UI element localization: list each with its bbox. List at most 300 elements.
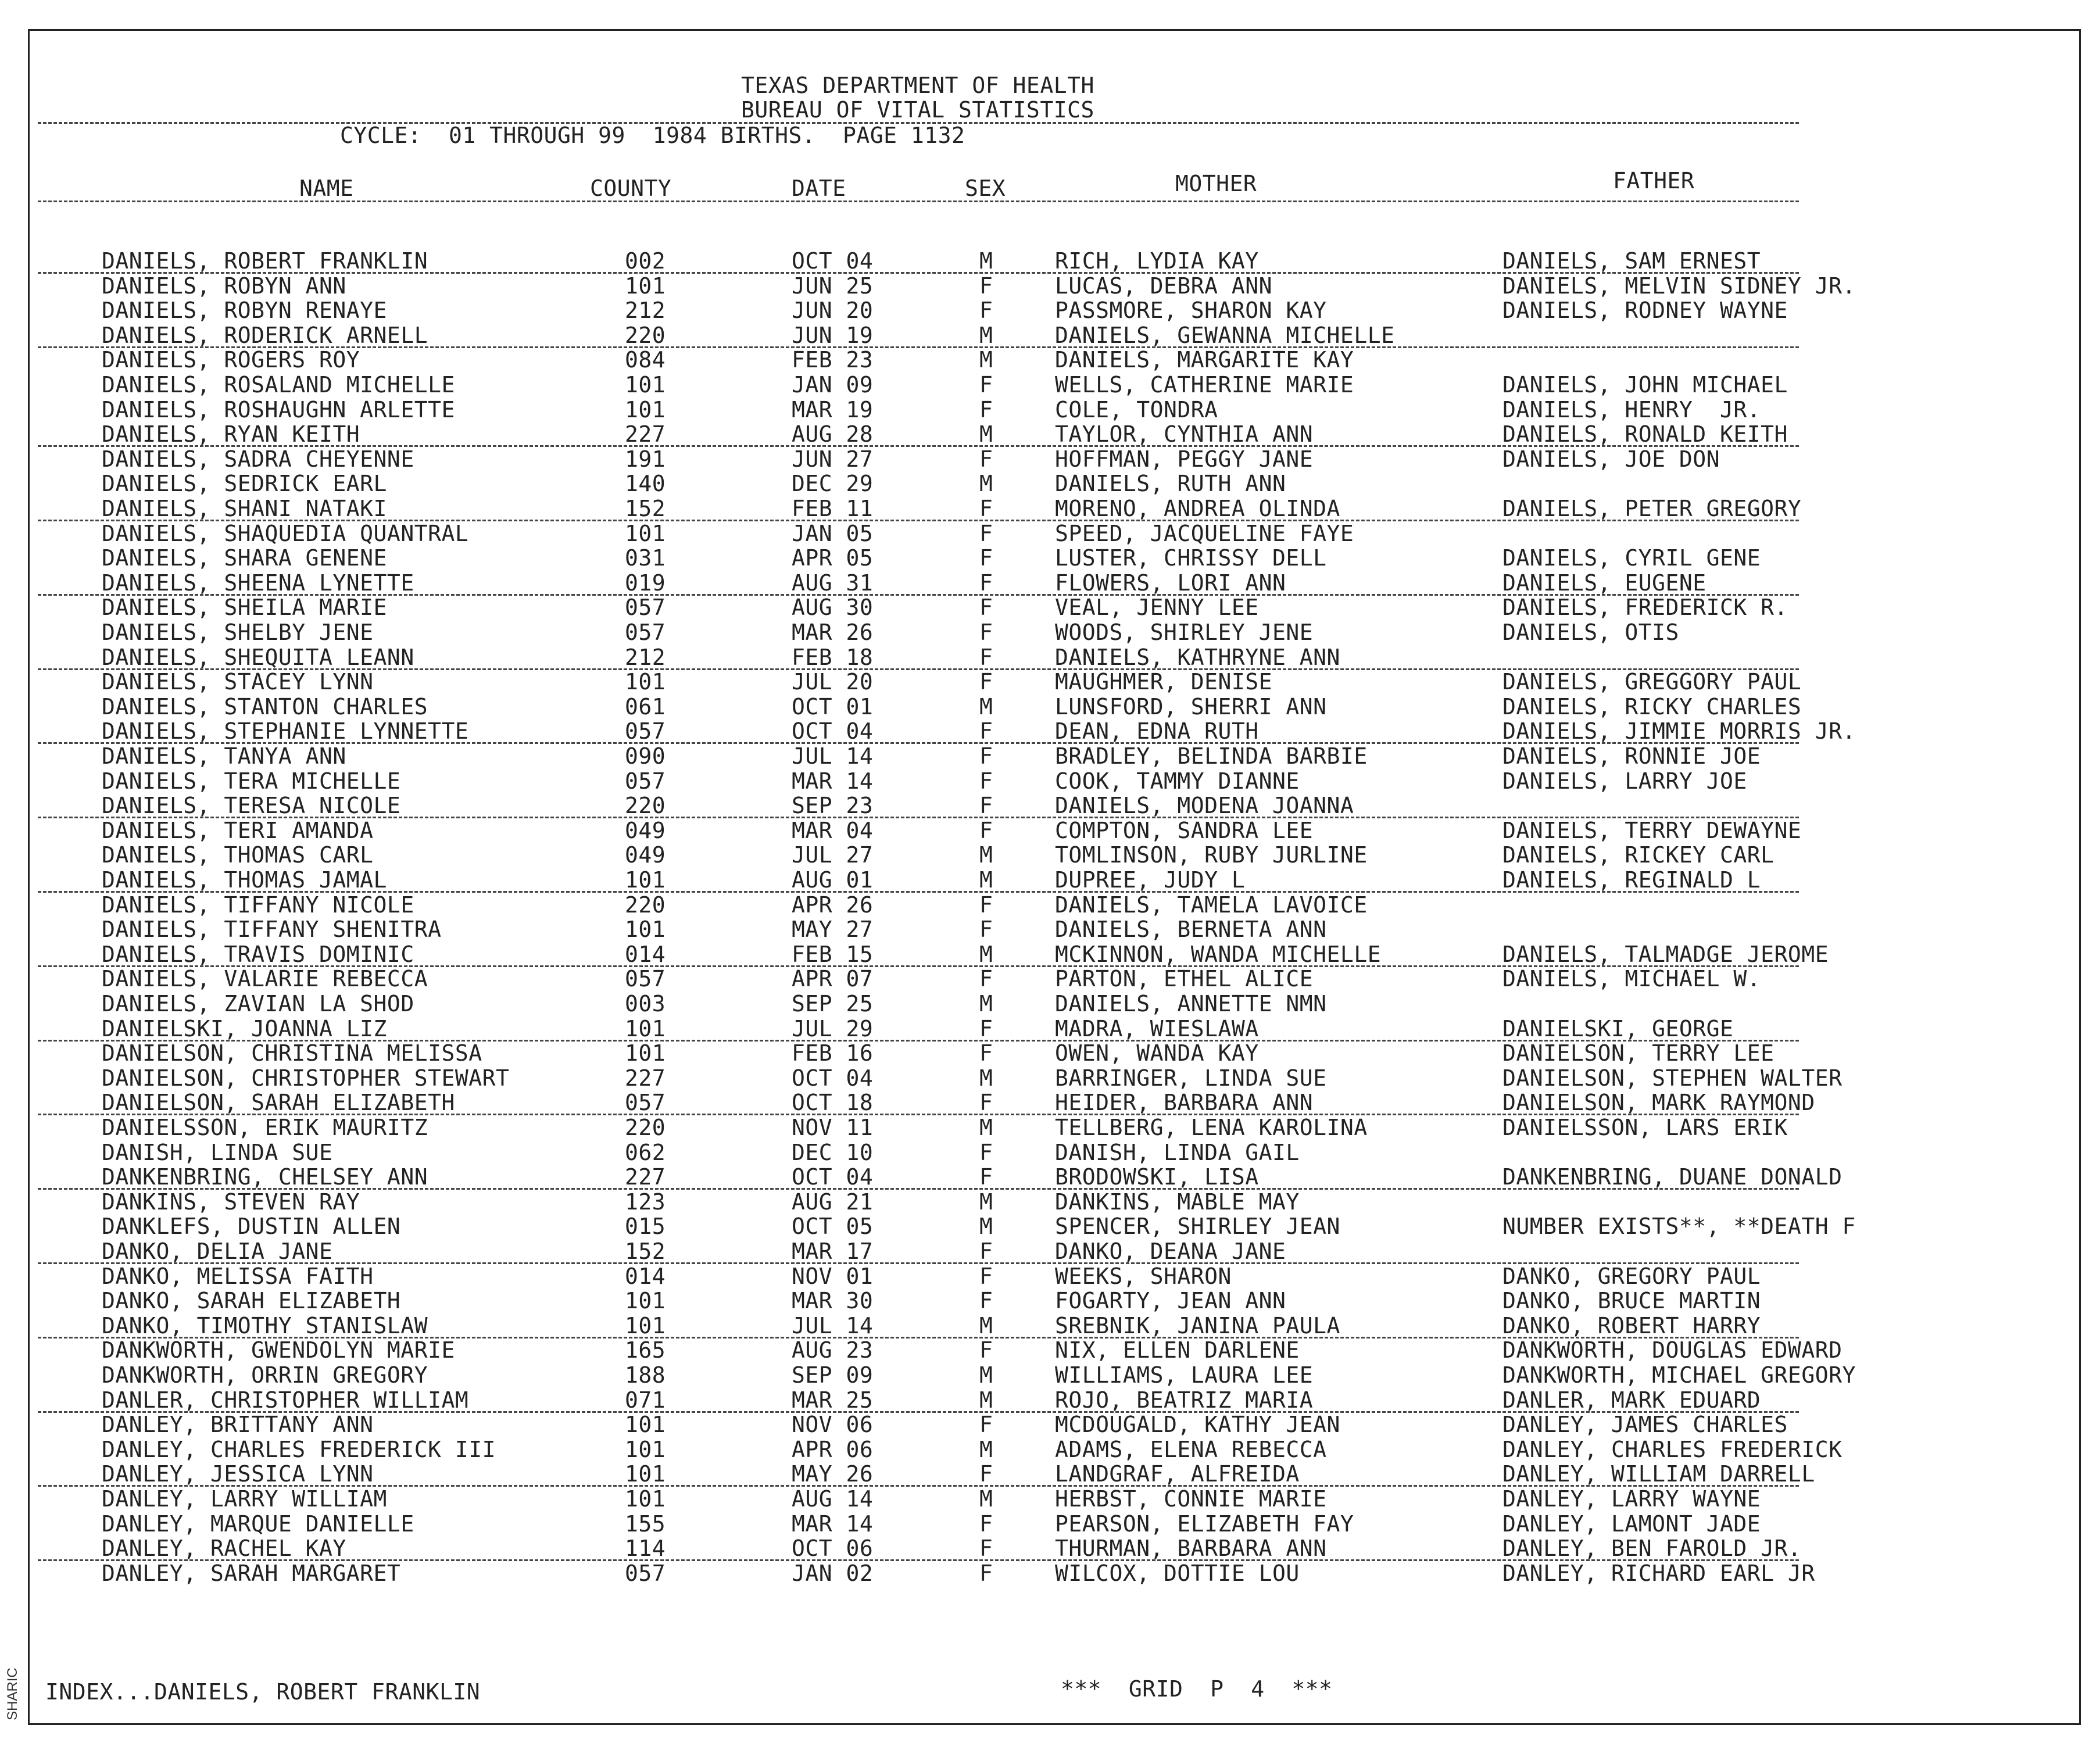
record-father: DANIELS, RICKY CHARLES	[1502, 693, 1802, 720]
record-mother: PARTON, ETHEL ALICE	[1055, 966, 1314, 992]
record-sex: M	[979, 941, 993, 967]
record-county: 101	[625, 917, 666, 943]
record-father: DANKENBRING, DUANE DONALD	[1502, 1164, 1843, 1190]
record-county: 220	[625, 892, 666, 918]
record-name: DANIELS, TERA MICHELLE	[102, 768, 401, 794]
table-row	[0, 1413, 2100, 1439]
record-mother: TELLBERG, LENA KAROLINA	[1055, 1115, 1368, 1140]
table-row	[0, 1562, 2100, 1588]
record-mother: SPENCER, SHIRLEY JEAN	[1055, 1214, 1340, 1240]
record-date: MAR 30	[792, 1288, 874, 1314]
record-name: DANIELS, STANTON CHARLES	[102, 693, 428, 720]
record-mother: HOFFMAN, PEGGY JANE	[1055, 446, 1314, 472]
table-row	[0, 1513, 2100, 1538]
record-date: DEC 29	[792, 471, 874, 497]
record-date: JUN 25	[792, 273, 874, 299]
record-name: DANKENBRING, CHELSEY ANN	[102, 1164, 428, 1190]
record-name: DANIELS, STACEY LYNN	[102, 669, 374, 695]
record-name: DANLEY, LARRY WILLIAM	[102, 1486, 387, 1512]
record-date: FEB 16	[792, 1040, 874, 1066]
table-row	[0, 918, 2100, 944]
record-county: 101	[625, 1436, 666, 1462]
record-county: 101	[625, 1412, 666, 1438]
record-county: 101	[625, 1461, 666, 1487]
record-mother: TAYLOR, CYNTHIA ANN	[1055, 421, 1314, 448]
record-father: DANIELS, TALMADGE JEROME	[1502, 941, 1829, 967]
record-sex: F	[979, 520, 993, 546]
column-header-county: COUNTY	[590, 176, 672, 201]
record-name: DANKO, SARAH ELIZABETH	[102, 1288, 401, 1314]
record-name: DANIELS, ROBYN RENAYE	[102, 298, 387, 324]
record-mother: SPEED, JACQUELINE FAYE	[1055, 520, 1354, 546]
record-mother: LUSTER, CHRISSY DELL	[1055, 545, 1327, 571]
record-date: SEP 25	[792, 991, 874, 1017]
record-sex: F	[979, 1239, 993, 1264]
record-date: JAN 09	[792, 372, 874, 398]
record-mother: MORENO, ANDREA OLINDA	[1055, 496, 1340, 521]
record-name: DANIELSON, CHRISTOPHER STEWART	[102, 1065, 510, 1091]
record-father: DANIELS, JIMMIE MORRIS JR.	[1502, 718, 1856, 745]
table-row	[0, 299, 2100, 325]
side-stamp: SHARIC	[5, 1667, 20, 1720]
record-father: DANKWORTH, DOUGLAS EDWARD	[1502, 1337, 1843, 1363]
record-sex: F	[979, 1288, 993, 1314]
record-sex: F	[979, 1164, 993, 1190]
record-county: 014	[625, 1263, 666, 1289]
record-sex: F	[979, 1461, 993, 1487]
column-header-father: FATHER	[1613, 168, 1695, 194]
record-father: DANKWORTH, MICHAEL GREGORY	[1502, 1362, 1856, 1388]
record-father: DANIELS, LARRY JOE	[1502, 768, 1747, 794]
record-name: DANIELSON, CHRISTINA MELISSA	[102, 1040, 482, 1066]
record-mother: DUPREE, JUDY L	[1055, 867, 1246, 893]
record-father: DANIELS, JOHN MICHAEL	[1502, 372, 1788, 398]
record-mother: WEEKS, SHARON	[1055, 1263, 1232, 1289]
record-county: 057	[625, 1090, 666, 1116]
record-sex: M	[979, 347, 993, 373]
record-mother: WOODS, SHIRLEY JENE	[1055, 620, 1314, 645]
record-name: DANLEY, JESSICA LYNN	[102, 1461, 374, 1487]
record-name: DANIELS, THOMAS JAMAL	[102, 867, 387, 893]
record-father: DANIELS, RONNIE JOE	[1502, 743, 1761, 769]
record-county: 114	[625, 1536, 666, 1562]
record-county: 062	[625, 1139, 666, 1165]
record-sex: F	[979, 545, 993, 571]
table-row	[0, 968, 2100, 993]
record-sex: F	[979, 1015, 993, 1041]
record-county: 101	[625, 396, 666, 423]
record-mother: FOGARTY, JEAN ANN	[1055, 1288, 1286, 1314]
footer-grid: *** GRID P 4 ***	[1061, 1676, 1333, 1702]
record-sex: F	[979, 1337, 993, 1363]
record-mother: BRADLEY, BELINDA BARBIE	[1055, 743, 1368, 769]
record-father: DANIELS, HENRY JR.	[1502, 396, 1761, 423]
record-county: 227	[625, 1065, 666, 1091]
record-date: AUG 28	[792, 421, 874, 448]
record-county: 071	[625, 1387, 666, 1413]
record-father: DANIELS, TERRY DEWAYNE	[1502, 817, 1802, 843]
record-father: DANIELSKI, GEORGE	[1502, 1015, 1734, 1041]
record-mother: DANIELS, RUTH ANN	[1055, 471, 1286, 497]
record-father: NUMBER EXISTS**, **DEATH F	[1502, 1214, 1856, 1240]
record-mother: VEAL, JENNY LEE	[1055, 595, 1259, 621]
record-date: MAY 26	[792, 1461, 874, 1487]
record-sex: M	[979, 322, 993, 348]
table-row	[0, 547, 2100, 572]
table-row	[0, 1290, 2100, 1315]
record-county: 084	[625, 347, 666, 373]
record-county: 019	[625, 570, 666, 596]
record-date: OCT 04	[792, 1164, 874, 1190]
table-row	[0, 1067, 2100, 1093]
record-name: DANIELS, ROBERT FRANKLIN	[102, 248, 428, 274]
record-mother: DEAN, EDNA RUTH	[1055, 718, 1259, 745]
record-name: DANIELS, TERESA NICOLE	[102, 793, 401, 819]
record-mother: COLE, TONDRA	[1055, 396, 1218, 423]
record-father: DANIELS, FREDERICK R.	[1502, 595, 1788, 621]
record-mother: DANKINS, MABLE MAY	[1055, 1189, 1300, 1215]
record-mother: DANIELS, ANNETTE NMN	[1055, 991, 1327, 1017]
record-date: NOV 01	[792, 1263, 874, 1289]
record-sex: F	[979, 1040, 993, 1066]
record-sex: M	[979, 842, 993, 868]
record-sex: F	[979, 496, 993, 521]
record-name: DANIELS, THOMAS CARL	[102, 842, 374, 868]
record-county: 031	[625, 545, 666, 571]
record-name: DANKO, DELIA JANE	[102, 1239, 333, 1264]
record-date: DEC 10	[792, 1139, 874, 1165]
record-county: 220	[625, 1115, 666, 1140]
record-father: DANIELS, SAM ERNEST	[1502, 248, 1761, 274]
table-row	[0, 1191, 2100, 1216]
record-date: OCT 04	[792, 248, 874, 274]
record-name: DANIELS, SEDRICK EARL	[102, 471, 387, 497]
record-date: MAR 19	[792, 396, 874, 423]
record-name: DANIELSSON, ERIK MAURITZ	[102, 1115, 428, 1140]
record-sex: F	[979, 793, 993, 819]
record-name: DANIELS, TERI AMANDA	[102, 817, 374, 843]
record-name: DANKWORTH, ORRIN GREGORY	[102, 1362, 428, 1388]
record-name: DANIELS, RYAN KEITH	[102, 421, 360, 448]
record-county: 002	[625, 248, 666, 274]
record-date: MAR 26	[792, 620, 874, 645]
record-date: FEB 11	[792, 496, 874, 521]
record-name: DANISH, LINDA SUE	[102, 1139, 333, 1165]
record-name: DANIELS, ROSALAND MICHELLE	[102, 372, 455, 398]
record-date: JUN 19	[792, 322, 874, 348]
record-name: DANIELS, SHAQUEDIA QUANTRAL	[102, 520, 469, 546]
record-date: JUL 14	[792, 743, 874, 769]
record-mother: THURMAN, BARBARA ANN	[1055, 1536, 1327, 1562]
table-row	[0, 1488, 2100, 1513]
record-sex: M	[979, 1214, 993, 1240]
record-mother: HERBST, CONNIE MARIE	[1055, 1486, 1327, 1512]
record-county: 101	[625, 1486, 666, 1512]
record-father: DANKO, BRUCE MARTIN	[1502, 1288, 1761, 1314]
record-county: 227	[625, 1164, 666, 1190]
record-county: 057	[625, 620, 666, 645]
record-sex: F	[979, 1090, 993, 1116]
column-header-rule	[38, 201, 1799, 202]
record-sex: F	[979, 1511, 993, 1537]
record-mother: BRODOWSKI, LISA	[1055, 1164, 1259, 1190]
record-mother: HEIDER, BARBARA ANN	[1055, 1090, 1314, 1116]
table-row	[0, 349, 2100, 374]
record-mother: WILCOX, DOTTIE LOU	[1055, 1560, 1300, 1586]
record-date: JAN 05	[792, 520, 874, 546]
record-mother: PASSMORE, SHARON KAY	[1055, 298, 1327, 324]
record-date: NOV 11	[792, 1115, 874, 1140]
record-father: DANLEY, RICHARD EARL JR	[1502, 1560, 1815, 1586]
record-father: DANLER, MARK EDUARD	[1502, 1387, 1761, 1413]
record-date: NOV 06	[792, 1412, 874, 1438]
record-mother: MAUGHMER, DENISE	[1055, 669, 1273, 695]
record-sex: F	[979, 768, 993, 794]
record-father: DANIELS, CYRIL GENE	[1502, 545, 1761, 571]
agency-title: TEXAS DEPARTMENT OF HEALTH	[741, 73, 1094, 98]
record-date: JAN 02	[792, 1560, 874, 1586]
record-father: DANIELS, OTIS	[1502, 620, 1679, 645]
record-county: 123	[625, 1189, 666, 1215]
record-mother: DANIELS, MODENA JOANNA	[1055, 793, 1354, 819]
record-mother: DANIELS, MARGARITE KAY	[1055, 347, 1354, 373]
record-sex: F	[979, 966, 993, 992]
record-name: DANIELS, ROBYN ANN	[102, 273, 346, 299]
column-header-name: NAME	[299, 176, 354, 201]
record-county: 049	[625, 842, 666, 868]
record-mother: FLOWERS, LORI ANN	[1055, 570, 1286, 596]
record-county: 220	[625, 793, 666, 819]
table-row	[0, 473, 2100, 498]
record-mother: TOMLINSON, RUBY JURLINE	[1055, 842, 1368, 868]
record-date: APR 06	[792, 1436, 874, 1462]
record-county: 057	[625, 768, 666, 794]
table-row	[0, 1438, 2100, 1464]
record-father: DANIELSON, TERRY LEE	[1502, 1040, 1775, 1066]
record-date: FEB 15	[792, 941, 874, 967]
record-date: FEB 23	[792, 347, 874, 373]
record-county: 191	[625, 446, 666, 472]
record-county: 057	[625, 966, 666, 992]
record-county: 101	[625, 867, 666, 893]
record-date: APR 26	[792, 892, 874, 918]
record-date: APR 05	[792, 545, 874, 571]
record-name: DANIELS, SHELBY JENE	[102, 620, 374, 645]
table-row	[0, 522, 2100, 548]
table-row	[0, 1141, 2100, 1167]
record-sex: M	[979, 991, 993, 1017]
record-name: DANLER, CHRISTOPHER WILLIAM	[102, 1387, 469, 1413]
table-row	[0, 693, 2100, 721]
record-mother: WELLS, CATHERINE MARIE	[1055, 372, 1354, 398]
record-father: DANIELSON, MARK RAYMOND	[1502, 1090, 1815, 1116]
record-sex: F	[979, 718, 993, 745]
record-date: AUG 21	[792, 1189, 874, 1215]
record-name: DANIELS, TIFFANY NICOLE	[102, 892, 414, 918]
record-father: DANIELSON, STEPHEN WALTER	[1502, 1065, 1843, 1091]
record-county: 101	[625, 372, 666, 398]
record-county: 101	[625, 1288, 666, 1314]
bureau-title: BUREAU OF VITAL STATISTICS	[741, 97, 1094, 123]
record-father: DANKO, ROBERT HARRY	[1502, 1312, 1761, 1338]
record-mother: ADAMS, ELENA REBECCA	[1055, 1436, 1327, 1462]
record-name: DANIELS, TIFFANY SHENITRA	[102, 917, 442, 943]
record-mother: LUNSFORD, SHERRI ANN	[1055, 693, 1327, 720]
record-date: OCT 06	[792, 1536, 874, 1562]
record-mother: DANKO, DEANA JANE	[1055, 1239, 1286, 1264]
table-row	[0, 374, 2100, 399]
record-county: 015	[625, 1214, 666, 1240]
record-father: DANIELS, RODNEY WAYNE	[1502, 298, 1788, 324]
record-name: DANIELS, SADRA CHEYENNE	[102, 446, 414, 472]
record-sex: F	[979, 817, 993, 843]
record-sex: F	[979, 892, 993, 918]
record-mother: MCDOUGALD, KATHY JEAN	[1055, 1412, 1340, 1438]
record-father: DANLEY, BEN FAROLD JR.	[1502, 1536, 1802, 1562]
record-name: DANIELS, ROGERS ROY	[102, 347, 360, 373]
record-sex: M	[979, 248, 993, 274]
record-name: DANIELSON, SARAH ELIZABETH	[102, 1090, 455, 1116]
record-county: 155	[625, 1511, 666, 1537]
record-father: DANIELS, GREGGORY PAUL	[1502, 669, 1802, 695]
record-mother: DANIELS, KATHRYNE ANN	[1055, 644, 1340, 670]
record-sex: M	[979, 867, 993, 893]
record-name: DANIELS, TRAVIS DOMINIC	[102, 941, 414, 967]
record-father: DANIELS, REGINALD L	[1502, 867, 1761, 893]
record-date: JUL 27	[792, 842, 874, 868]
record-county: 057	[625, 1560, 666, 1586]
record-mother: LANDGRAF, ALFREIDA	[1055, 1461, 1300, 1487]
record-county: 165	[625, 1337, 666, 1363]
record-county: 152	[625, 496, 666, 521]
record-county: 152	[625, 1239, 666, 1264]
record-name: DANKWORTH, GWENDOLYN MARIE	[102, 1337, 455, 1363]
record-father: DANIELS, MELVIN SIDNEY JR.	[1502, 273, 1856, 299]
table-row	[0, 1339, 2100, 1365]
record-date: AUG 23	[792, 1337, 874, 1363]
record-date: JUL 20	[792, 669, 874, 695]
table-row	[0, 1042, 2100, 1068]
record-date: MAY 27	[792, 917, 874, 943]
table-row	[0, 396, 2100, 424]
record-father: DANIELS, RICKEY CARL	[1502, 842, 1775, 868]
record-county: 188	[625, 1362, 666, 1388]
record-sex: F	[979, 273, 993, 299]
record-date: OCT 18	[792, 1090, 874, 1116]
record-name: DANIELS, TANYA ANN	[102, 743, 346, 769]
record-date: OCT 04	[792, 718, 874, 745]
record-mother: DANIELS, TAMELA LAVOICE	[1055, 892, 1368, 918]
record-sex: F	[979, 595, 993, 621]
record-father: DANIELS, PETER GREGORY	[1502, 496, 1802, 521]
record-name: DANIELS, SHEILA MARIE	[102, 595, 387, 621]
record-sex: F	[979, 669, 993, 695]
record-date: AUG 30	[792, 595, 874, 621]
record-mother: ROJO, BEATRIZ MARIA	[1055, 1387, 1314, 1413]
footer-index: INDEX...DANIELS, ROBERT FRANKLIN	[45, 1679, 481, 1705]
record-sex: F	[979, 743, 993, 769]
record-date: OCT 01	[792, 693, 874, 720]
record-date: AUG 01	[792, 867, 874, 893]
record-name: DANIELS, ZAVIAN LA SHOD	[102, 991, 414, 1017]
table-row	[0, 745, 2100, 771]
record-sex: M	[979, 1436, 993, 1462]
table-row	[0, 671, 2100, 696]
record-sex: M	[979, 1189, 993, 1215]
record-mother: DANIELS, GEWANNA MICHELLE	[1055, 322, 1395, 348]
record-date: AUG 31	[792, 570, 874, 596]
table-row	[0, 1116, 2100, 1142]
record-county: 140	[625, 471, 666, 497]
record-name: DANLEY, CHARLES FREDERICK III	[102, 1436, 496, 1462]
record-county: 101	[625, 1312, 666, 1338]
record-date: FEB 18	[792, 644, 874, 670]
record-father: DANIELS, EUGENE	[1502, 570, 1707, 596]
table-row	[0, 770, 2100, 796]
record-county: 014	[625, 941, 666, 967]
record-date: JUL 29	[792, 1015, 874, 1041]
record-sex: F	[979, 298, 993, 324]
record-name: DANIELS, SHEENA LYNETTE	[102, 570, 414, 596]
table-row	[0, 596, 2100, 622]
record-date: JUN 27	[792, 446, 874, 472]
record-mother: BARRINGER, LINDA SUE	[1055, 1065, 1327, 1091]
record-date: MAR 17	[792, 1239, 874, 1264]
record-mother: PEARSON, ELIZABETH FAY	[1055, 1511, 1354, 1537]
table-row	[0, 1364, 2100, 1390]
record-name: DANKO, MELISSA FAITH	[102, 1263, 374, 1289]
record-date: MAR 04	[792, 817, 874, 843]
record-county: 057	[625, 718, 666, 745]
record-mother: NIX, ELLEN DARLENE	[1055, 1337, 1300, 1363]
record-father: DANIELSSON, LARS ERIK	[1502, 1115, 1788, 1140]
record-sex: F	[979, 396, 993, 423]
record-name: DANLEY, BRITTANY ANN	[102, 1412, 374, 1438]
record-date: MAR 14	[792, 768, 874, 794]
record-name: DANIELS, STEPHANIE LYNNETTE	[102, 718, 469, 745]
record-mother: RICH, LYDIA KAY	[1055, 248, 1259, 274]
record-father: DANIELS, MICHAEL W.	[1502, 966, 1761, 992]
record-date: SEP 09	[792, 1362, 874, 1388]
record-date: JUN 20	[792, 298, 874, 324]
record-father: DANLEY, CHARLES FREDERICK	[1502, 1436, 1843, 1462]
table-row	[0, 275, 2100, 300]
table-row	[0, 844, 2100, 869]
record-sex: M	[979, 1312, 993, 1338]
table-row	[0, 993, 2100, 1018]
record-name: DANIELS, ROSHAUGHN ARLETTE	[102, 396, 455, 423]
cycle-line: CYCLE: 01 THROUGH 99 1984 BIRTHS. PAGE 1132	[340, 123, 965, 148]
record-date: OCT 05	[792, 1214, 874, 1240]
record-county: 227	[625, 421, 666, 448]
record-sex: F	[979, 1560, 993, 1586]
record-father: DANIELS, RONALD KEITH	[1502, 421, 1788, 448]
record-county: 101	[625, 1040, 666, 1066]
record-mother: LUCAS, DEBRA ANN	[1055, 273, 1273, 299]
column-header-sex: SEX	[965, 176, 1006, 201]
record-name: DANIELS, VALARIE REBECCA	[102, 966, 428, 992]
record-father: DANLEY, JAMES CHARLES	[1502, 1412, 1788, 1438]
record-date: OCT 04	[792, 1065, 874, 1091]
record-mother: COOK, TAMMY DIANNE	[1055, 768, 1300, 794]
table-row	[0, 1265, 2100, 1291]
record-county: 220	[625, 322, 666, 348]
record-mother: MCKINNON, WANDA MICHELLE	[1055, 941, 1382, 967]
record-name: DANIELS, RODERICK ARNELL	[102, 322, 428, 348]
record-county: 061	[625, 693, 666, 720]
table-row	[0, 819, 2100, 845]
record-father: DANKO, GREGORY PAUL	[1502, 1263, 1761, 1289]
